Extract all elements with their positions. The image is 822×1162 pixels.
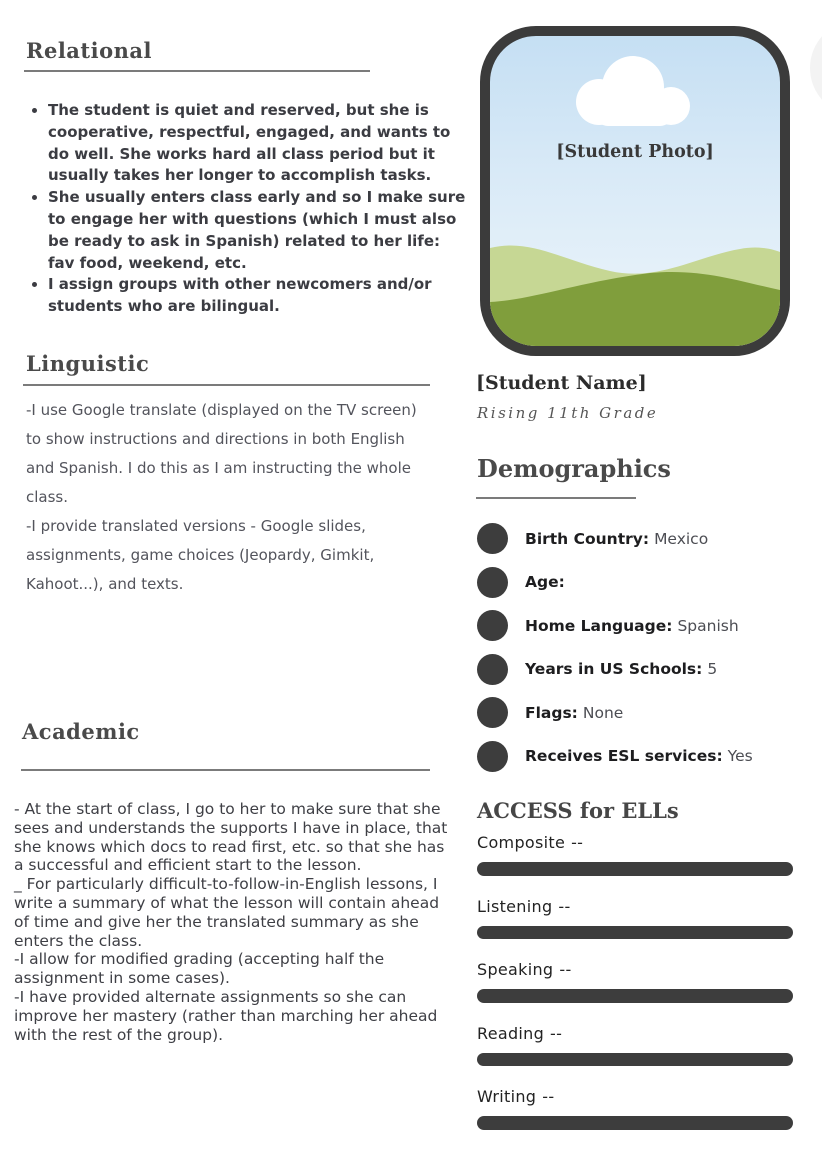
access-label: Listening — [477, 896, 553, 916]
demographics-rule-divider — [476, 497, 636, 499]
access-row-writing — [477, 1087, 793, 1130]
academic-section-title: Academic — [22, 719, 140, 744]
demographics-label: Home Language: — [525, 616, 673, 635]
access-score: -- — [558, 896, 571, 916]
demographics-item — [477, 523, 807, 554]
demographics-item — [477, 697, 807, 728]
student-name: [Student Name] — [476, 372, 647, 394]
access-row-reading — [477, 1024, 793, 1067]
student-photo-placeholder — [480, 26, 790, 356]
access-score: -- — [559, 960, 572, 979]
demographics-value: 5 — [707, 660, 718, 678]
relational-section-title: Relational — [26, 38, 152, 63]
demographics-item — [477, 567, 807, 598]
demographics-label: Receives ESL services: — [525, 747, 723, 765]
bullet-circle-icon — [477, 523, 508, 554]
access-row-listening — [477, 897, 793, 940]
access-row-composite — [477, 833, 793, 876]
access-score: -- — [571, 833, 584, 852]
bullet-circle-icon — [477, 610, 508, 641]
demographics-label: Birth Country: — [525, 529, 650, 548]
academic-paragraph: -I allow for modified grading (accepting half the assignment in some cases). — [14, 950, 385, 988]
academic-body — [14, 800, 450, 1044]
demographics-section-title: Demographics — [477, 454, 671, 483]
demographics-label: Age: — [525, 573, 565, 591]
cloud-icon — [567, 56, 701, 126]
demographics-value: Mexico — [654, 529, 709, 548]
access-score-bar — [477, 862, 793, 876]
relational-rule-divider — [24, 70, 370, 72]
hills-graphic — [490, 234, 780, 346]
demographics-list — [477, 523, 807, 784]
linguistic-body — [26, 396, 422, 599]
access-score-bar — [477, 926, 793, 940]
linguistic-section-title: Linguistic — [26, 351, 150, 376]
demographics-value: Spanish — [677, 616, 739, 635]
demographics-item — [477, 654, 807, 685]
access-label: Reading — [477, 1023, 545, 1043]
relational-bullet-item: • She usually enters class early and so I make sure to engage her with questions (which I must also be ready to ask in Spanish) related to her life: fav food, weekend, etc. — [48, 187, 466, 274]
access-label: Composite — [477, 833, 566, 852]
academic-paragraph: _ For particularly difficult-to-follow-in-English lessons, I write a summary of what the lesson will contain ahead of time and give her the translated summary as she enters the class. — [14, 875, 440, 950]
academic-paragraph: -I have provided alternate assignments so she can improve her mastery (rather than marching her ahead with the rest of the group). — [14, 987, 438, 1044]
access-score-bar — [477, 1053, 793, 1067]
decorative-circle — [810, 20, 822, 116]
relational-bullet-item: • I assign groups with other newcomers and/or students who are bilingual. — [48, 274, 466, 318]
demographics-label: Years in US Schools: — [525, 660, 703, 678]
linguistic-paragraph: -I use Google translate (displayed on the TV screen) to show instructions and directions in both English and Spanish. I do this as I am instructing the whole class. — [26, 401, 417, 506]
student-grade: Rising 11th Grade — [477, 404, 659, 422]
access-label: Writing — [477, 1087, 537, 1106]
linguistic-rule-divider — [23, 384, 430, 386]
photo-caption: [Student Photo] — [556, 142, 714, 162]
demographics-value: Yes — [727, 747, 753, 765]
relational-bullet-list — [26, 100, 466, 318]
access-score-bar — [477, 989, 793, 1003]
bullet-circle-icon — [477, 697, 508, 728]
bullet-circle-icon — [477, 741, 508, 772]
access-score-bar — [477, 1116, 793, 1130]
bullet-circle-icon — [477, 567, 508, 598]
bullet-circle-icon — [477, 654, 508, 685]
demographics-item — [477, 610, 807, 641]
academic-rule-divider — [21, 769, 430, 771]
access-score: -- — [550, 1023, 563, 1043]
access-score-list — [477, 833, 793, 1151]
access-row-speaking — [477, 960, 793, 1003]
access-label: Speaking — [477, 960, 554, 979]
demographics-label: Flags: — [525, 703, 578, 722]
relational-bullet-item: • The student is quiet and reserved, but she is cooperative, respectful, engaged, and wants to do well. She works hard all class period but it usually takes her longer to accomplish tasks. — [48, 100, 466, 187]
access-score: -- — [542, 1087, 555, 1106]
academic-paragraph: - At the start of class, I go to her to make sure that she sees and understands the supports I have in place, that she knows which docs to read first, etc. so that she has a successful and efficient start to the lesson. — [14, 800, 448, 875]
linguistic-paragraph: -I provide translated versions - Google slides, assignments, game choices (Jeopardy, Gimkit, Kahoot...), and texts. — [26, 517, 375, 593]
access-section-title: ACCESS for ELLs — [477, 798, 679, 823]
demographics-item — [477, 741, 807, 772]
demographics-value: None — [582, 703, 624, 722]
